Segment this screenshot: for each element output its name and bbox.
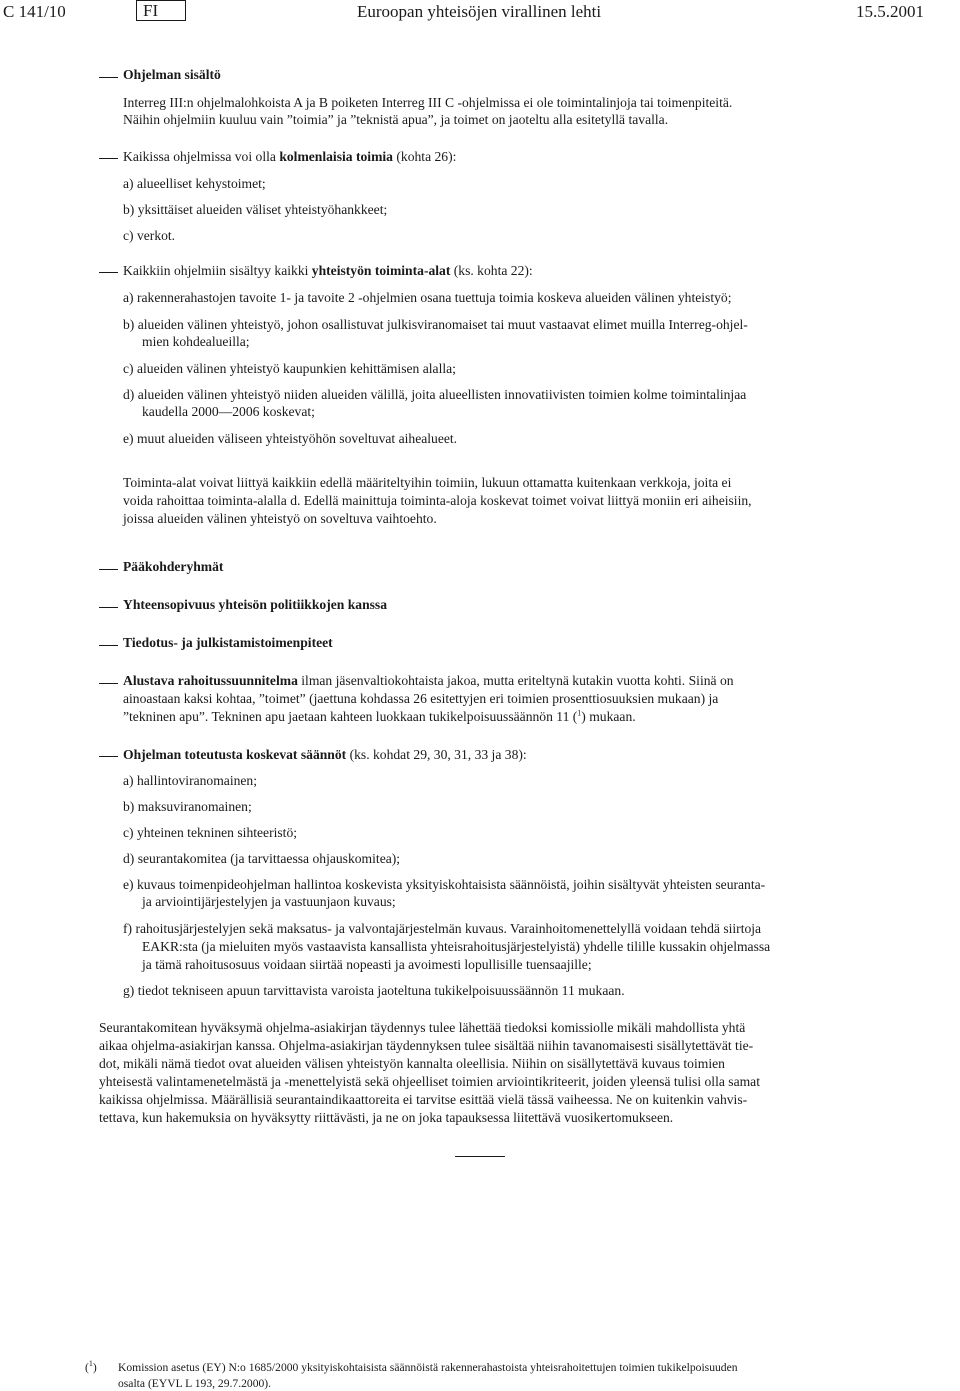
footnote-text-line-1: Komission asetus (EY) N:o 1685/2000 yksityiskohtaisista säännöistä rakennerahastoista yhteisrahoitettujen toimien tukikelpoisuuden — [118, 1361, 738, 1374]
list-item-continuation: EAKR:sta (ja mieluiten myös vastaavista kansallista yhteisrahoitusjärjestelyistä) yhdelle tilille kussakin ohjelmassa — [142, 939, 771, 954]
bullet-fields-of-cooperation: Kaikkiin ohjelmiin sisältyy kaikki yhteistyön toiminta-alat (ks. kohta 22): — [123, 263, 533, 278]
journal-title: Euroopan yhteisöjen virallinen lehti — [357, 2, 602, 21]
dash-marker — [99, 158, 118, 159]
page-reference: C 141/10 — [3, 2, 66, 21]
list-item: d) alueiden välinen yhteistyö niiden alueiden välillä, joita alueellisten innovatiivisten toimien kolme toimintalinjaa — [123, 387, 747, 402]
paragraph-line: Toiminta-alat voivat liittyä kaikkiin edellä määriteltyihin toimiin, lukuun ottamatta kuitenkaan verkkoja, joita ei — [123, 475, 732, 490]
list-item-continuation: mien kohdealueilla; — [142, 334, 250, 349]
dash-marker — [99, 645, 118, 646]
dash-marker — [99, 569, 118, 570]
list-item: c) yhteinen tekninen sihteeristö; — [123, 825, 298, 840]
running-header — [0, 2, 960, 24]
financing-plan-line-2: ainoastaan kaksi kohtaa, ”toimet” (jaettuna kohdassa 26 esitettyjen eri toimien prosenttiosuuksien mukaan) ja — [123, 691, 719, 706]
paragraph-line: dot, mikäli nämä tiedot ovat alueiden välisen yhteistyön kannalta oleellisia. Niihin on sisällytettävä kuvaus toimien — [99, 1056, 725, 1071]
list-item: b) yksittäiset alueiden väliset yhteistyöhankkeet; — [123, 202, 388, 217]
financing-plan-line-1: Alustava rahoitussuunnitelma ilman jäsenvaltiokohtaista jakoa, mutta eriteltynä kutakin vuotta kohti. Siinä on — [123, 673, 734, 688]
paragraph-line: tettava, kun hakemuksia on hyväksytty riittävästi, ja ne on joka tapauksessa liitettävä vuosikertomukseen. — [99, 1110, 674, 1125]
paragraph-line: yhteisestä valintamenetelmästä ja -menettelyistä sekä ohjeelliset toimien arviointikriteerit, joiden yleensä tulisi olla samat — [99, 1074, 760, 1089]
paragraph-line: kaikissa ohjelmissa. Määrällisiä seurantaindikaattoreita ei tarvitse esittää vielä tässä vaiheessa. Ne on kuitenkin vahvis- — [99, 1092, 748, 1107]
publication-date: 15.5.2001 — [856, 2, 924, 21]
list-item: g) tiedot tekniseen apuun tarvittavista varoista jaoteltuna tukikelpoisuussäännön 11 mukaan. — [123, 983, 625, 998]
list-item: a) rakennerahastojen tavoite 1- ja tavoite 2 -ohjelmien osana tuettuja toimia koskeva alueiden välinen yhteistyö; — [123, 290, 732, 305]
heading-target-groups: Pääkohderyhmät — [123, 559, 224, 574]
dash-marker — [99, 607, 118, 608]
financing-plan-line-3: ”tekninen apu”. Tekninen apu jaetaan kahteen luokkaan tukikelpoisuussäännön 11 ($^1$) mukaan. — [123, 708, 636, 724]
dash-marker — [99, 272, 118, 273]
list-item: f) rahoitusjärjestelyjen sekä maksatus- ja valvontajärjestelmän kuvaus. Varainhoitomenettelyllä voidaan tehdä siirtoja — [123, 921, 762, 936]
footnote-reference[interactable]: 1 — [577, 708, 582, 718]
paragraph-line: aikaa ohjelma-asiakirjan kanssa. Ohjelma-asiakirjan täydennyksen tulee sisältää niihin tavanomaisesti sisällytettävät tie- — [99, 1038, 754, 1053]
paragraph-line: joissa alueiden välinen yhteistyö on soveltuva vaihtoehto. — [123, 511, 437, 526]
footnote-marker: ($^1$) — [85, 1359, 97, 1374]
list-item: e) kuvaus toimenpideohjelman hallintoa koskevista yksityiskohtaisista säännöistä, joihin sisältyvät yhteisten seuranta- — [123, 877, 766, 892]
list-item: a) hallintoviranomainen; — [123, 773, 258, 788]
intro-line-1: Interreg III:n ohjelmalohkoista A ja B poiketen Interreg III C -ohjelmissa ei ole toimintalinjoja tai toimenpiteitä. — [123, 95, 733, 110]
list-item-continuation: ja arviointijärjestelyjen ja vastuunjaon kuvaus; — [142, 894, 396, 909]
list-item: b) maksuviranomainen; — [123, 799, 252, 814]
language-box: FI — [136, 0, 186, 21]
heading-policy-compatibility: Yhteensopivuus yhteisön politiikkojen kanssa — [123, 597, 388, 612]
list-item: a) alueelliset kehystoimet; — [123, 176, 266, 191]
bullet-types-of-actions: Kaikissa ohjelmissa voi olla kolmenlaisia toimia (kohta 26): — [123, 149, 457, 164]
list-item: c) alueiden välinen yhteistyö kaupunkien kehittämisen alalla; — [123, 361, 456, 376]
dash-marker — [99, 683, 118, 684]
dash-marker — [99, 77, 118, 78]
list-item-continuation: kaudella 2000—2006 koskevat; — [142, 404, 315, 419]
footnote-text-line-2: osalta (EYVL L 193, 29.7.2000). — [118, 1377, 272, 1390]
paragraph-line: voida rahoittaa toiminta-alalla d. Edellä mainittuja toiminta-aloja koskevat toimet voivat liittyä moniin eri aiheisiin, — [123, 493, 752, 508]
section-separator — [455, 1156, 505, 1157]
paragraph-line: Seurantakomitean hyväksymä ohjelma-asiakirjan täydennys tulee lähettää tiedoksi komissiolle mikäli mahdollista yhtä — [99, 1020, 746, 1035]
dash-marker — [99, 756, 118, 757]
list-item: d) seurantakomitea (ja tarvittaessa ohjauskomitea); — [123, 851, 401, 866]
intro-line-2: Näihin ohjelmiin kuuluu vain ”toimia” ja ”teknistä apua”, ja toimet on jaoteltu alla esitetyllä tavalla. — [123, 112, 669, 127]
list-item: c) verkot. — [123, 228, 176, 243]
list-item-continuation: ja tämä rahoitusosuus voidaan siirtää nopeasti ja avoimesti lopullisille tuensaajille; — [142, 957, 592, 972]
list-item: b) alueiden välinen yhteistyö, johon osallistuvat julkisviranomaiset tai muut vastaavat elimet muilla Interreg-ohjel- — [123, 317, 748, 332]
bullet-implementation-rules: Ohjelman toteutusta koskevat säännöt (ks. kohdat 29, 30, 31, 33 ja 38): — [123, 747, 527, 762]
list-item: e) muut alueiden väliseen yhteistyöhön soveltuvat aihealueet. — [123, 431, 458, 446]
section-heading-content: Ohjelman sisältö — [123, 67, 221, 82]
heading-information-measures: Tiedotus- ja julkistamistoimenpiteet — [123, 635, 333, 650]
